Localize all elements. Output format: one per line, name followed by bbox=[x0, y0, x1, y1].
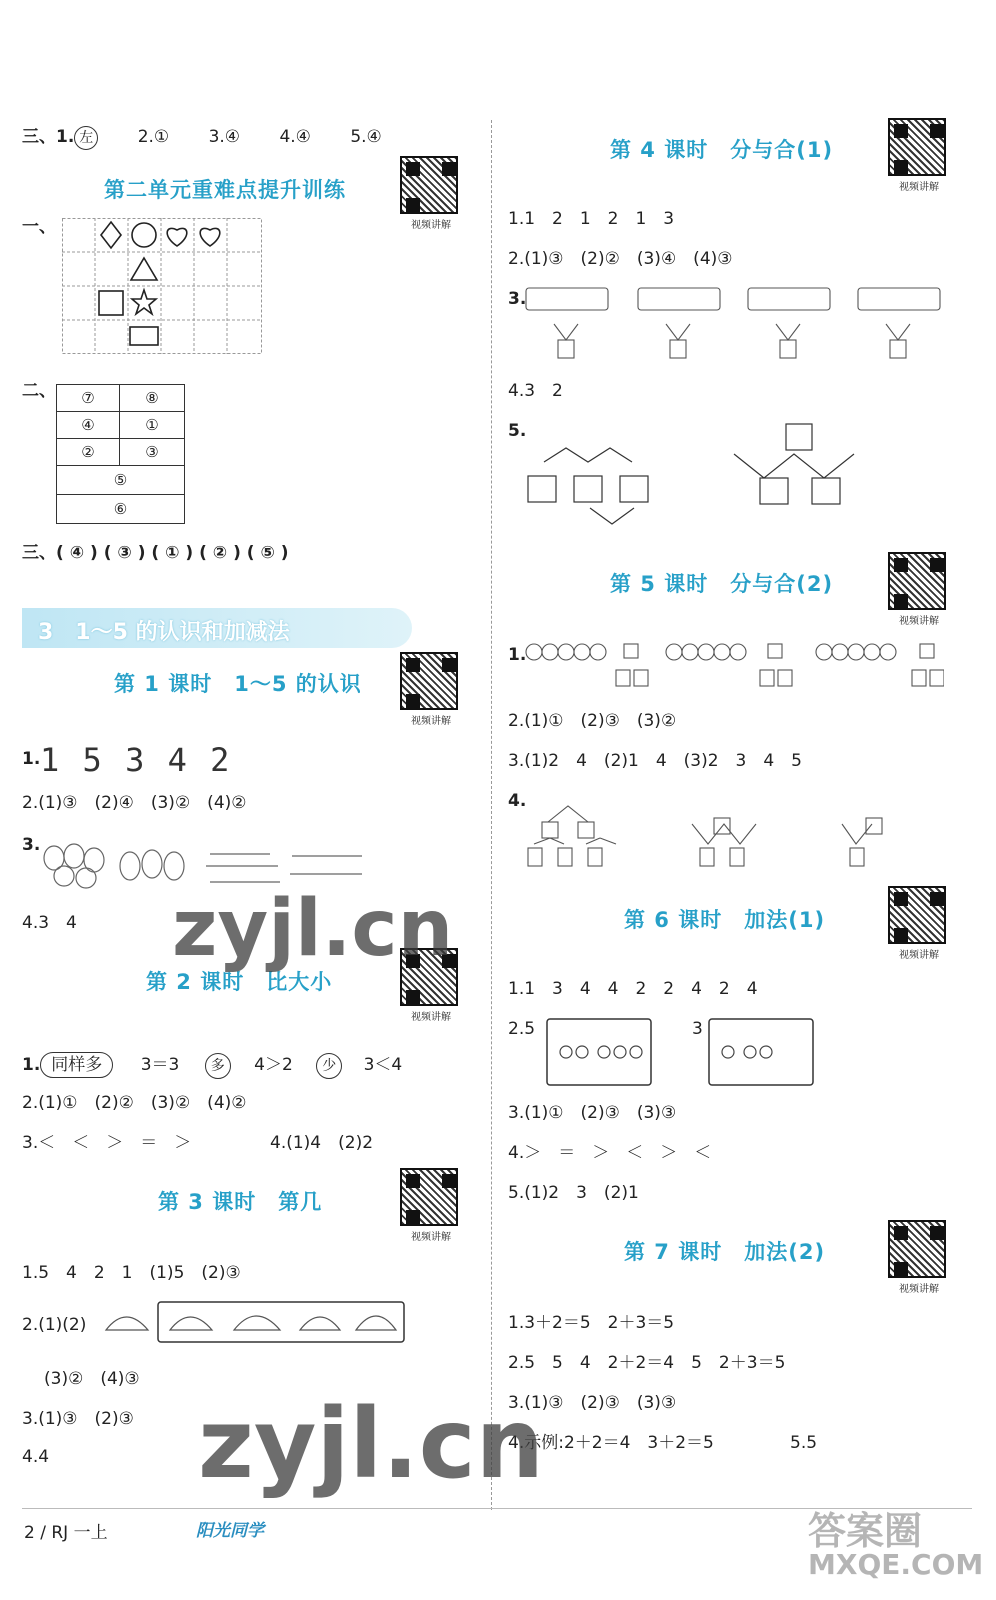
watermark: MXQE.COM bbox=[808, 1548, 984, 1581]
column-divider bbox=[491, 120, 492, 1510]
circled-answer: 多 bbox=[205, 1053, 231, 1079]
heart-icon bbox=[200, 228, 220, 246]
qr-code-icon bbox=[400, 652, 458, 710]
triangle-icon bbox=[131, 258, 157, 280]
counting-box bbox=[546, 1018, 652, 1086]
lesson6-title: 第 6 课时 加法(1) bbox=[624, 908, 826, 932]
answer-line-3: 三、1. 左 2.① 3.④ 4.④ 5.④ bbox=[22, 126, 382, 150]
circled-answer: 少 bbox=[316, 1053, 342, 1079]
traced-digits: 1 5 3 4 2 bbox=[40, 741, 232, 779]
qr-code: 视频讲解 bbox=[400, 652, 462, 727]
composition-diagrams bbox=[524, 420, 884, 540]
qr-code: 视频讲解 bbox=[400, 1168, 462, 1243]
watermark: zyjl.cn bbox=[198, 1388, 544, 1500]
counting-box bbox=[708, 1018, 814, 1086]
qr-code-icon bbox=[888, 886, 946, 944]
publisher-logo: 阳光同学 bbox=[196, 1521, 264, 1541]
section-2-grid: ⑦ ⑧ ④ ① ② ③ ⑤ ⑥ bbox=[56, 384, 185, 524]
split-diagrams bbox=[524, 284, 944, 360]
section-3-answers: 三、( ④ ) ( ③ ) ( ① ) ( ② ) ( ⑤ ) bbox=[22, 543, 289, 563]
fruit-sequence bbox=[104, 1300, 406, 1344]
lesson4-title: 第 4 课时 分与合(1) bbox=[610, 138, 834, 162]
circle-icon bbox=[132, 223, 156, 247]
heart-icon bbox=[167, 228, 187, 246]
qr-code-icon bbox=[400, 156, 458, 214]
qr-code: 视频讲解 bbox=[888, 1220, 950, 1295]
page-footer: 2 / RJ 一上 bbox=[24, 1523, 108, 1543]
lesson5-title: 第 5 课时 分与合(2) bbox=[610, 572, 834, 596]
rectangle-icon bbox=[130, 327, 158, 345]
lesson3-title: 第 3 课时 第几 bbox=[158, 1190, 323, 1214]
tree-diagrams bbox=[524, 788, 924, 872]
section-2-label: 二、 bbox=[22, 381, 56, 401]
watermark: zyjl.cn bbox=[172, 884, 454, 974]
lesson1-title: 第 1 课时 1～5 的认识 bbox=[114, 672, 362, 696]
qr-code: 视频讲解 bbox=[888, 552, 950, 627]
circle-split-diagrams bbox=[524, 640, 944, 694]
qr-code-icon bbox=[888, 552, 946, 610]
lesson2-q1: 1. 同样多 3＝3 多 4＞2 少 3＜4 bbox=[22, 1052, 402, 1079]
lesson7-title: 第 7 课时 加法(2) bbox=[624, 1240, 826, 1264]
lesson2-title: 第 2 课时 比大小 bbox=[146, 970, 333, 994]
shape-grid bbox=[62, 218, 262, 354]
diamond-icon bbox=[101, 222, 121, 248]
qr-code-icon bbox=[888, 1220, 946, 1278]
qr-code: 视频讲解 bbox=[400, 156, 462, 231]
square-icon bbox=[99, 291, 123, 315]
star-icon bbox=[132, 290, 156, 314]
unit2-title: 第二单元重难点提升训练 bbox=[104, 178, 346, 202]
qr-code: 视频讲解 bbox=[888, 118, 950, 193]
qr-code-icon bbox=[400, 1168, 458, 1226]
picture-groups bbox=[40, 834, 420, 890]
qr-code-icon bbox=[888, 118, 946, 176]
qr-code: 视频讲解 bbox=[400, 948, 462, 1023]
unit3-banner: 3 1～5 的认识和加减法 bbox=[22, 608, 412, 648]
qr-code: 视频讲解 bbox=[888, 886, 950, 961]
watermark: 答案圈 bbox=[808, 1509, 923, 1553]
section-1-label: 一、 bbox=[22, 217, 56, 237]
circled-answer: 左 bbox=[74, 126, 98, 150]
oval-answer: 同样多 bbox=[40, 1052, 113, 1078]
